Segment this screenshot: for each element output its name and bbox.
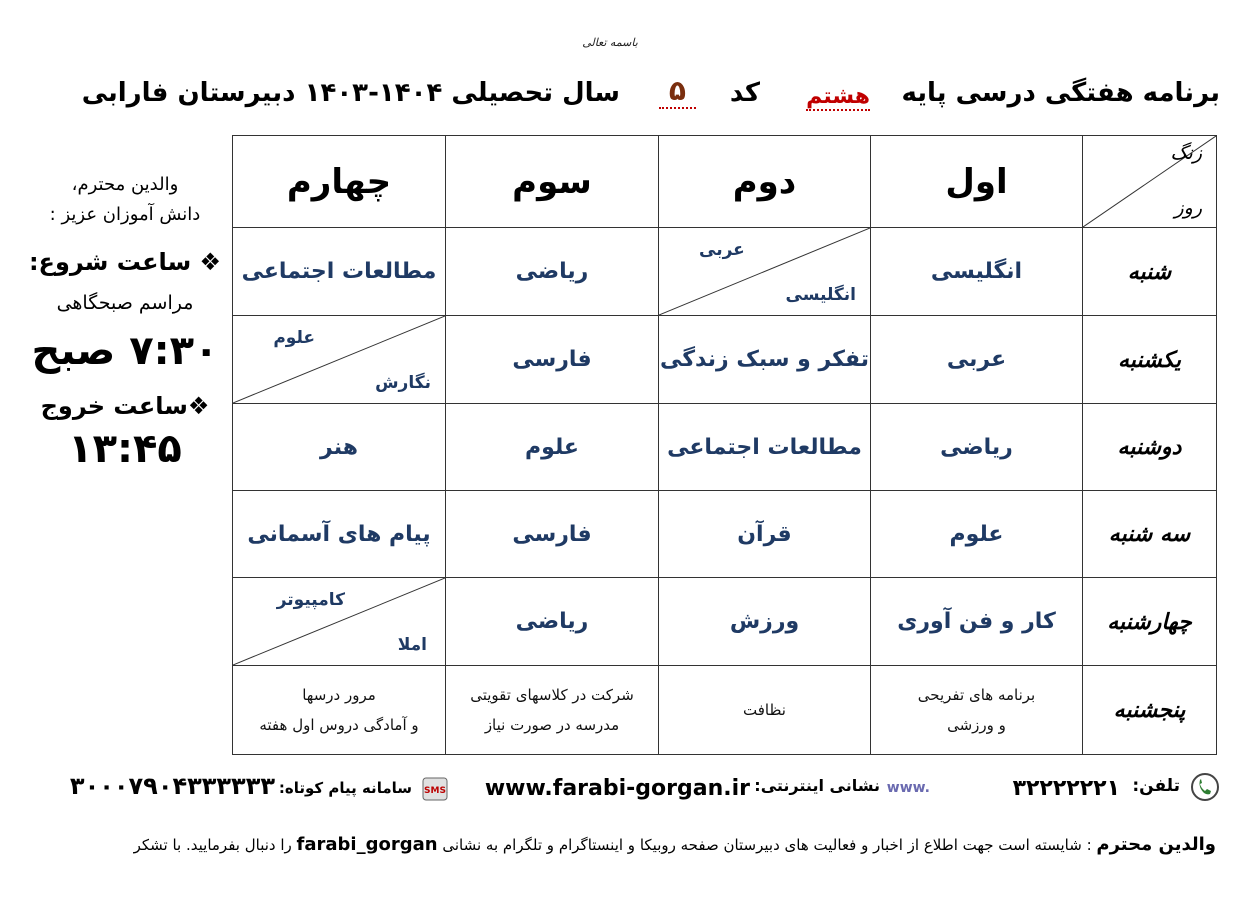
greeting-parents: والدین محترم، bbox=[71, 174, 179, 195]
table-row bbox=[233, 666, 1217, 755]
day-cell: چهارشنبه bbox=[1083, 578, 1217, 666]
activity-line: برنامه های تفریحی bbox=[917, 686, 1036, 704]
activity-line: و آمادگی دروس اول هفته bbox=[259, 716, 419, 734]
start-time: ۷:۳۰ صبح bbox=[31, 328, 219, 374]
weekly-schedule-table bbox=[232, 135, 1217, 755]
phone-number: ۳۲۲۲۲۲۲۱ bbox=[1012, 776, 1120, 801]
basmala: باسمه تعالی bbox=[582, 36, 638, 49]
end-time: ۱۳:۴۵ bbox=[68, 426, 182, 472]
corner-day-label: روز bbox=[1174, 197, 1202, 219]
subject-cell: تفکر و سبک زندگی bbox=[659, 316, 871, 404]
social-handle: farabi_gorgan bbox=[296, 834, 438, 855]
split-subject-top: عربی bbox=[699, 240, 745, 260]
subject-cell: ورزش bbox=[659, 578, 871, 666]
split-subject-top: کامپیوتر bbox=[276, 590, 345, 610]
split-subject-top: علوم bbox=[273, 328, 315, 348]
subject-cell: ریاضی bbox=[446, 228, 659, 316]
activity-line: شرکت در کلاسهای تقویتی bbox=[470, 686, 634, 704]
notice-text: : شایسته است جهت اطلاع از اخبار و فعالیت های دبیرستان صفحه روبیکا و اینستاگرام و تلگرام به نشانی bbox=[437, 836, 1097, 854]
period-header-4: چهارم bbox=[233, 136, 446, 228]
code-label: کد bbox=[729, 78, 760, 108]
www-icon: www. bbox=[886, 780, 930, 796]
table-header-row bbox=[233, 136, 1217, 228]
table-row bbox=[233, 491, 1217, 578]
day-cell: پنجشنبه bbox=[1083, 666, 1217, 755]
subject-cell: ریاضی bbox=[446, 578, 659, 666]
day-cell: دوشنبه bbox=[1083, 404, 1217, 491]
activity-line: مرور درسها bbox=[302, 686, 376, 704]
activity-cell bbox=[233, 666, 446, 755]
split-subject-bottom: املا bbox=[397, 635, 427, 655]
phone-icon bbox=[1190, 772, 1220, 806]
web-label: نشانی اینترنتی: bbox=[754, 776, 880, 795]
period-header-3: سوم bbox=[446, 136, 659, 228]
activity-line: مدرسه در صورت نیاز bbox=[484, 716, 620, 734]
subject-cell: علوم bbox=[871, 491, 1083, 578]
table-row bbox=[233, 578, 1217, 666]
subject-cell: مطالعات اجتماعی bbox=[659, 404, 871, 491]
activity-cell bbox=[446, 666, 659, 755]
period-header-1: اول bbox=[871, 136, 1083, 228]
sms-icon bbox=[420, 774, 450, 808]
title-part1: برنامه هفتگی درسی پایه bbox=[901, 78, 1220, 108]
split-subject-cell bbox=[233, 316, 446, 404]
subject-cell: مطالعات اجتماعی bbox=[233, 228, 446, 316]
day-cell: شنبه bbox=[1083, 228, 1217, 316]
day-cell: سه شنبه bbox=[1083, 491, 1217, 578]
activity-cell bbox=[871, 666, 1083, 755]
title-part2: سال تحصیلی ۱۴۰۴-۱۴۰۳ دبیرستان فارابی bbox=[81, 78, 620, 108]
subject-cell: پیام های آسمانی bbox=[233, 491, 446, 578]
table-row bbox=[233, 316, 1217, 404]
website-link[interactable]: www.farabi-gorgan.ir bbox=[484, 776, 750, 801]
subject-cell: انگلیسی bbox=[871, 228, 1083, 316]
corner-cell bbox=[1083, 136, 1217, 228]
split-subject-bottom: نگارش bbox=[375, 373, 431, 393]
page-title bbox=[40, 74, 1220, 122]
corner-period-label: زنگ bbox=[1170, 142, 1202, 164]
subject-cell: ریاضی bbox=[871, 404, 1083, 491]
morning-ceremony: مراسم صبحگاهی bbox=[56, 292, 194, 314]
sms-label: سامانه پیام کوتاه: bbox=[278, 779, 412, 797]
subject-cell: هنر bbox=[233, 404, 446, 491]
day-cell: یکشنبه bbox=[1083, 316, 1217, 404]
notice-suffix: را دنبال بفرمایید. با تشکر bbox=[133, 836, 297, 854]
subject-cell: فارسی bbox=[446, 316, 659, 404]
notice-prefix: والدین محترم bbox=[1096, 834, 1216, 855]
split-subject-bottom: انگلیسی bbox=[785, 285, 856, 305]
split-subject-cell bbox=[233, 578, 446, 666]
side-notes bbox=[20, 170, 230, 472]
end-time-label: ❖ساعت خروج bbox=[40, 392, 210, 420]
greeting-students: دانش آموزان عزیز : bbox=[49, 204, 201, 225]
period-header-2: دوم bbox=[659, 136, 871, 228]
table-row bbox=[233, 404, 1217, 491]
subject-cell: فارسی bbox=[446, 491, 659, 578]
code-value: ۵ bbox=[659, 74, 696, 109]
subject-cell: علوم bbox=[446, 404, 659, 491]
subject-cell: قرآن bbox=[659, 491, 871, 578]
activity-line: و ورزشی bbox=[947, 716, 1006, 734]
phone-label: تلفن: bbox=[1132, 776, 1180, 796]
grade-value: هشتم bbox=[806, 84, 870, 109]
svg-text:SMS: SMS bbox=[424, 786, 446, 796]
sms-number: ۳۰۰۰۷۹۰۴۳۳۳۳۳۳ bbox=[69, 772, 275, 800]
start-time-label: ❖ ساعت شروع: bbox=[28, 248, 222, 276]
table-row bbox=[233, 228, 1217, 316]
activity-cell: نظافت bbox=[659, 666, 871, 755]
split-subject-cell bbox=[659, 228, 871, 316]
subject-cell: عربی bbox=[871, 316, 1083, 404]
contact-bar bbox=[40, 770, 1220, 810]
subject-cell: کار و فن آوری bbox=[871, 578, 1083, 666]
notice-line bbox=[40, 834, 1216, 855]
